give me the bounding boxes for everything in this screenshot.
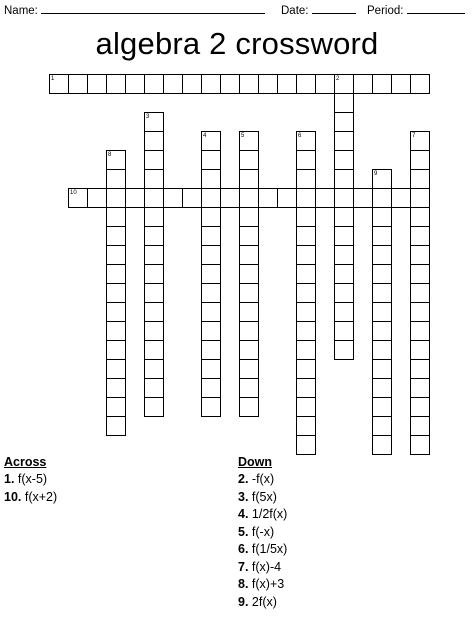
- crossword-cell[interactable]: [334, 283, 354, 303]
- crossword-cell[interactable]: [106, 207, 126, 227]
- clue-number-label: 6: [298, 133, 302, 139]
- crossword-cell[interactable]: [106, 74, 126, 94]
- crossword-cell[interactable]: [277, 74, 297, 94]
- crossword-cell[interactable]: [410, 435, 430, 455]
- across-heading: Across: [4, 455, 47, 469]
- crossword-cell[interactable]: [296, 378, 316, 398]
- crossword-cell[interactable]: [410, 245, 430, 265]
- crossword-cell[interactable]: [372, 378, 392, 398]
- crossword-cell[interactable]: [144, 74, 164, 94]
- crossword-cell[interactable]: [410, 359, 430, 379]
- clue-down-9: [238, 595, 277, 609]
- crossword-cell[interactable]: [201, 302, 221, 322]
- clue-number: 5.: [238, 525, 249, 539]
- crossword-cell[interactable]: [106, 397, 126, 417]
- clue-text: f(x)+3: [251, 577, 285, 591]
- clue-number-label: 1: [51, 76, 55, 82]
- crossword-cell[interactable]: [125, 74, 145, 94]
- crossword-cell[interactable]: [410, 226, 430, 246]
- crossword-cell[interactable]: [296, 226, 316, 246]
- crossword-cell[interactable]: [239, 397, 259, 417]
- crossword-cell[interactable]: [163, 74, 183, 94]
- crossword-cell[interactable]: [334, 131, 354, 151]
- crossword-cell[interactable]: [239, 169, 259, 189]
- clue-text: f(x+2): [24, 490, 58, 504]
- crossword-cell[interactable]: [201, 359, 221, 379]
- crossword-cell[interactable]: [334, 93, 354, 113]
- crossword-cell[interactable]: [201, 74, 221, 94]
- crossword-cell[interactable]: [353, 74, 373, 94]
- crossword-cell[interactable]: [87, 74, 107, 94]
- crossword-cell[interactable]: [239, 283, 259, 303]
- clue-text: f(1/5x): [251, 542, 288, 556]
- crossword-cell[interactable]: [220, 74, 240, 94]
- crossword-cell[interactable]: [106, 169, 126, 189]
- crossword-cell[interactable]: [372, 321, 392, 341]
- crossword-cell[interactable]: [334, 264, 354, 284]
- crossword-cell[interactable]: [201, 283, 221, 303]
- crossword-cell[interactable]: [182, 188, 202, 208]
- crossword-cell[interactable]: [239, 321, 259, 341]
- crossword-cell[interactable]: [239, 150, 259, 170]
- clue-number-label: 2: [336, 76, 340, 82]
- crossword-cell[interactable]: [296, 340, 316, 360]
- crossword-cell[interactable]: [334, 207, 354, 227]
- crossword-cell[interactable]: [144, 302, 164, 322]
- clue-number-label: 7: [412, 133, 416, 139]
- clue-number: 1.: [4, 472, 15, 486]
- crossword-cell[interactable]: [106, 188, 126, 208]
- crossword-cell[interactable]: [315, 188, 335, 208]
- crossword-cell[interactable]: [372, 188, 392, 208]
- crossword-cell[interactable]: [106, 378, 126, 398]
- crossword-cell[interactable]: [144, 245, 164, 265]
- period-label: Period:: [367, 5, 404, 17]
- name-label: Name:: [4, 5, 38, 17]
- crossword-cell[interactable]: [106, 416, 126, 436]
- crossword-cell[interactable]: [410, 302, 430, 322]
- crossword-cell[interactable]: [239, 340, 259, 360]
- crossword-cell[interactable]: [106, 359, 126, 379]
- crossword-cell[interactable]: [296, 416, 316, 436]
- crossword-cell[interactable]: [410, 416, 430, 436]
- crossword-cell[interactable]: [372, 245, 392, 265]
- clue-number-label: 5: [241, 133, 245, 139]
- crossword-cell[interactable]: [410, 264, 430, 284]
- clue-text: f(-x): [251, 525, 275, 539]
- crossword-cell[interactable]: [201, 207, 221, 227]
- crossword-cell[interactable]: [144, 169, 164, 189]
- crossword-cell[interactable]: [391, 188, 411, 208]
- crossword-cell[interactable]: [410, 150, 430, 170]
- crossword-cell[interactable]: [296, 435, 316, 455]
- crossword-cell[interactable]: [144, 321, 164, 341]
- crossword-cell[interactable]: [201, 226, 221, 246]
- crossword-cell[interactable]: [201, 169, 221, 189]
- crossword-cell[interactable]: [258, 188, 278, 208]
- clue-text: f(5x): [251, 490, 277, 504]
- crossword-cell[interactable]: [334, 245, 354, 265]
- crossword-cell[interactable]: [144, 283, 164, 303]
- crossword-cell[interactable]: [334, 150, 354, 170]
- crossword-cell[interactable]: [201, 340, 221, 360]
- crossword-cell[interactable]: [296, 245, 316, 265]
- crossword-cell[interactable]: [372, 435, 392, 455]
- crossword-cell[interactable]: [106, 302, 126, 322]
- crossword-cell[interactable]: [372, 416, 392, 436]
- crossword-cell[interactable]: [239, 226, 259, 246]
- crossword-cell[interactable]: [353, 188, 373, 208]
- clue-number: 8.: [238, 577, 249, 591]
- clue-number: 9.: [238, 595, 249, 609]
- crossword-cell[interactable]: [201, 264, 221, 284]
- crossword-cell[interactable]: [334, 188, 354, 208]
- crossword-cell[interactable]: [410, 188, 430, 208]
- crossword-cell[interactable]: [239, 188, 259, 208]
- crossword-cell[interactable]: [239, 302, 259, 322]
- clue-number: 3.: [238, 490, 249, 504]
- clue-number: 10.: [4, 490, 22, 504]
- crossword-cell[interactable]: [296, 188, 316, 208]
- crossword-cell[interactable]: [201, 245, 221, 265]
- crossword-cell[interactable]: [296, 321, 316, 341]
- crossword-cell[interactable]: [106, 283, 126, 303]
- crossword-cell[interactable]: [125, 188, 145, 208]
- clue-number: 2.: [238, 472, 249, 486]
- crossword-cell[interactable]: [239, 74, 259, 94]
- crossword-cell[interactable]: [87, 188, 107, 208]
- crossword-cell[interactable]: [372, 74, 392, 94]
- crossword-cell[interactable]: [372, 283, 392, 303]
- clue-text: 2f(x): [251, 595, 277, 609]
- crossword-cell[interactable]: [220, 188, 240, 208]
- crossword-cell[interactable]: [144, 359, 164, 379]
- clue-down-5: [238, 525, 274, 539]
- clue-number-label: 9: [374, 171, 378, 177]
- down-heading: Down: [238, 455, 273, 469]
- clue-across-10: [4, 490, 57, 504]
- crossword-cell[interactable]: [334, 112, 354, 132]
- clue-down-7: [238, 560, 281, 574]
- crossword-cell[interactable]: [410, 340, 430, 360]
- crossword-cell[interactable]: [296, 207, 316, 227]
- page-title: algebra 2 crossword: [95, 26, 379, 61]
- crossword-cell[interactable]: [372, 397, 392, 417]
- clue-number-label: 3: [146, 114, 150, 120]
- crossword-cell[interactable]: [334, 340, 354, 360]
- crossword-cell[interactable]: [163, 188, 183, 208]
- crossword-cell[interactable]: [239, 359, 259, 379]
- clue-down-8: [238, 577, 284, 591]
- crossword-cell[interactable]: [372, 359, 392, 379]
- crossword-cell[interactable]: [296, 302, 316, 322]
- crossword-cell[interactable]: [201, 188, 221, 208]
- crossword-cell[interactable]: [144, 264, 164, 284]
- crossword-cell[interactable]: [106, 340, 126, 360]
- crossword-cell[interactable]: [296, 74, 316, 94]
- crossword-cell[interactable]: [106, 226, 126, 246]
- crossword-cell[interactable]: [144, 378, 164, 398]
- crossword-cell[interactable]: [410, 169, 430, 189]
- clue-across-1: [4, 472, 47, 486]
- crossword-cell[interactable]: [68, 74, 88, 94]
- crossword-cell[interactable]: [239, 245, 259, 265]
- crossword-cell[interactable]: [372, 264, 392, 284]
- crossword-cell[interactable]: [372, 340, 392, 360]
- clue-text: 1/2f(x): [251, 507, 288, 521]
- crossword-cell[interactable]: [144, 150, 164, 170]
- crossword-cell[interactable]: [144, 340, 164, 360]
- crossword-cell[interactable]: [315, 74, 335, 94]
- clue-text: -f(x): [251, 472, 275, 486]
- crossword-cell[interactable]: [372, 207, 392, 227]
- crossword-cell[interactable]: [144, 188, 164, 208]
- clue-number: 4.: [238, 507, 249, 521]
- crossword-cell[interactable]: [334, 226, 354, 246]
- clue-number: 6.: [238, 542, 249, 556]
- crossword-cell[interactable]: [334, 169, 354, 189]
- crossword-cell[interactable]: [239, 207, 259, 227]
- crossword-cell[interactable]: [182, 74, 202, 94]
- crossword-cell[interactable]: [410, 378, 430, 398]
- crossword-cell[interactable]: [144, 397, 164, 417]
- clue-down-6: [238, 542, 287, 556]
- clue-number: 7.: [238, 560, 249, 574]
- crossword-cell[interactable]: [106, 321, 126, 341]
- crossword-cell[interactable]: [277, 188, 297, 208]
- crossword-cell[interactable]: [201, 150, 221, 170]
- crossword-cell[interactable]: [239, 264, 259, 284]
- crossword-cell[interactable]: [144, 207, 164, 227]
- clue-number-label: 8: [108, 152, 112, 158]
- clue-number-label: 10: [70, 190, 77, 196]
- clue-down-3: [238, 490, 277, 504]
- crossword-cell[interactable]: [296, 283, 316, 303]
- crossword-cell[interactable]: [296, 264, 316, 284]
- crossword-cell[interactable]: [410, 283, 430, 303]
- crossword-cell[interactable]: [372, 302, 392, 322]
- crossword-cell[interactable]: [239, 378, 259, 398]
- crossword-cell[interactable]: [410, 207, 430, 227]
- crossword-cell[interactable]: [410, 321, 430, 341]
- crossword-cell[interactable]: [144, 131, 164, 151]
- crossword-cell[interactable]: [296, 169, 316, 189]
- crossword-cell[interactable]: [372, 226, 392, 246]
- crossword-cell[interactable]: [334, 321, 354, 341]
- clue-number-label: 4: [203, 133, 207, 139]
- clue-down-4: [238, 507, 287, 521]
- crossword-cell[interactable]: [334, 302, 354, 322]
- crossword-cell[interactable]: [296, 359, 316, 379]
- crossword-cell[interactable]: [201, 378, 221, 398]
- crossword-cell[interactable]: [106, 245, 126, 265]
- clue-text: f(x)-4: [251, 560, 282, 574]
- crossword-cell[interactable]: [201, 397, 221, 417]
- date-label: Date:: [281, 5, 309, 17]
- clue-text: f(x-5): [17, 472, 48, 486]
- crossword-cell[interactable]: [296, 150, 316, 170]
- crossword-cell[interactable]: [144, 226, 164, 246]
- clue-down-2: [238, 472, 274, 486]
- crossword-cell[interactable]: [410, 397, 430, 417]
- crossword-cell[interactable]: [106, 264, 126, 284]
- crossword-cell[interactable]: [258, 74, 278, 94]
- crossword-cell[interactable]: [410, 74, 430, 94]
- crossword-cell[interactable]: [391, 74, 411, 94]
- crossword-cell[interactable]: [296, 397, 316, 417]
- crossword-cell[interactable]: [201, 321, 221, 341]
